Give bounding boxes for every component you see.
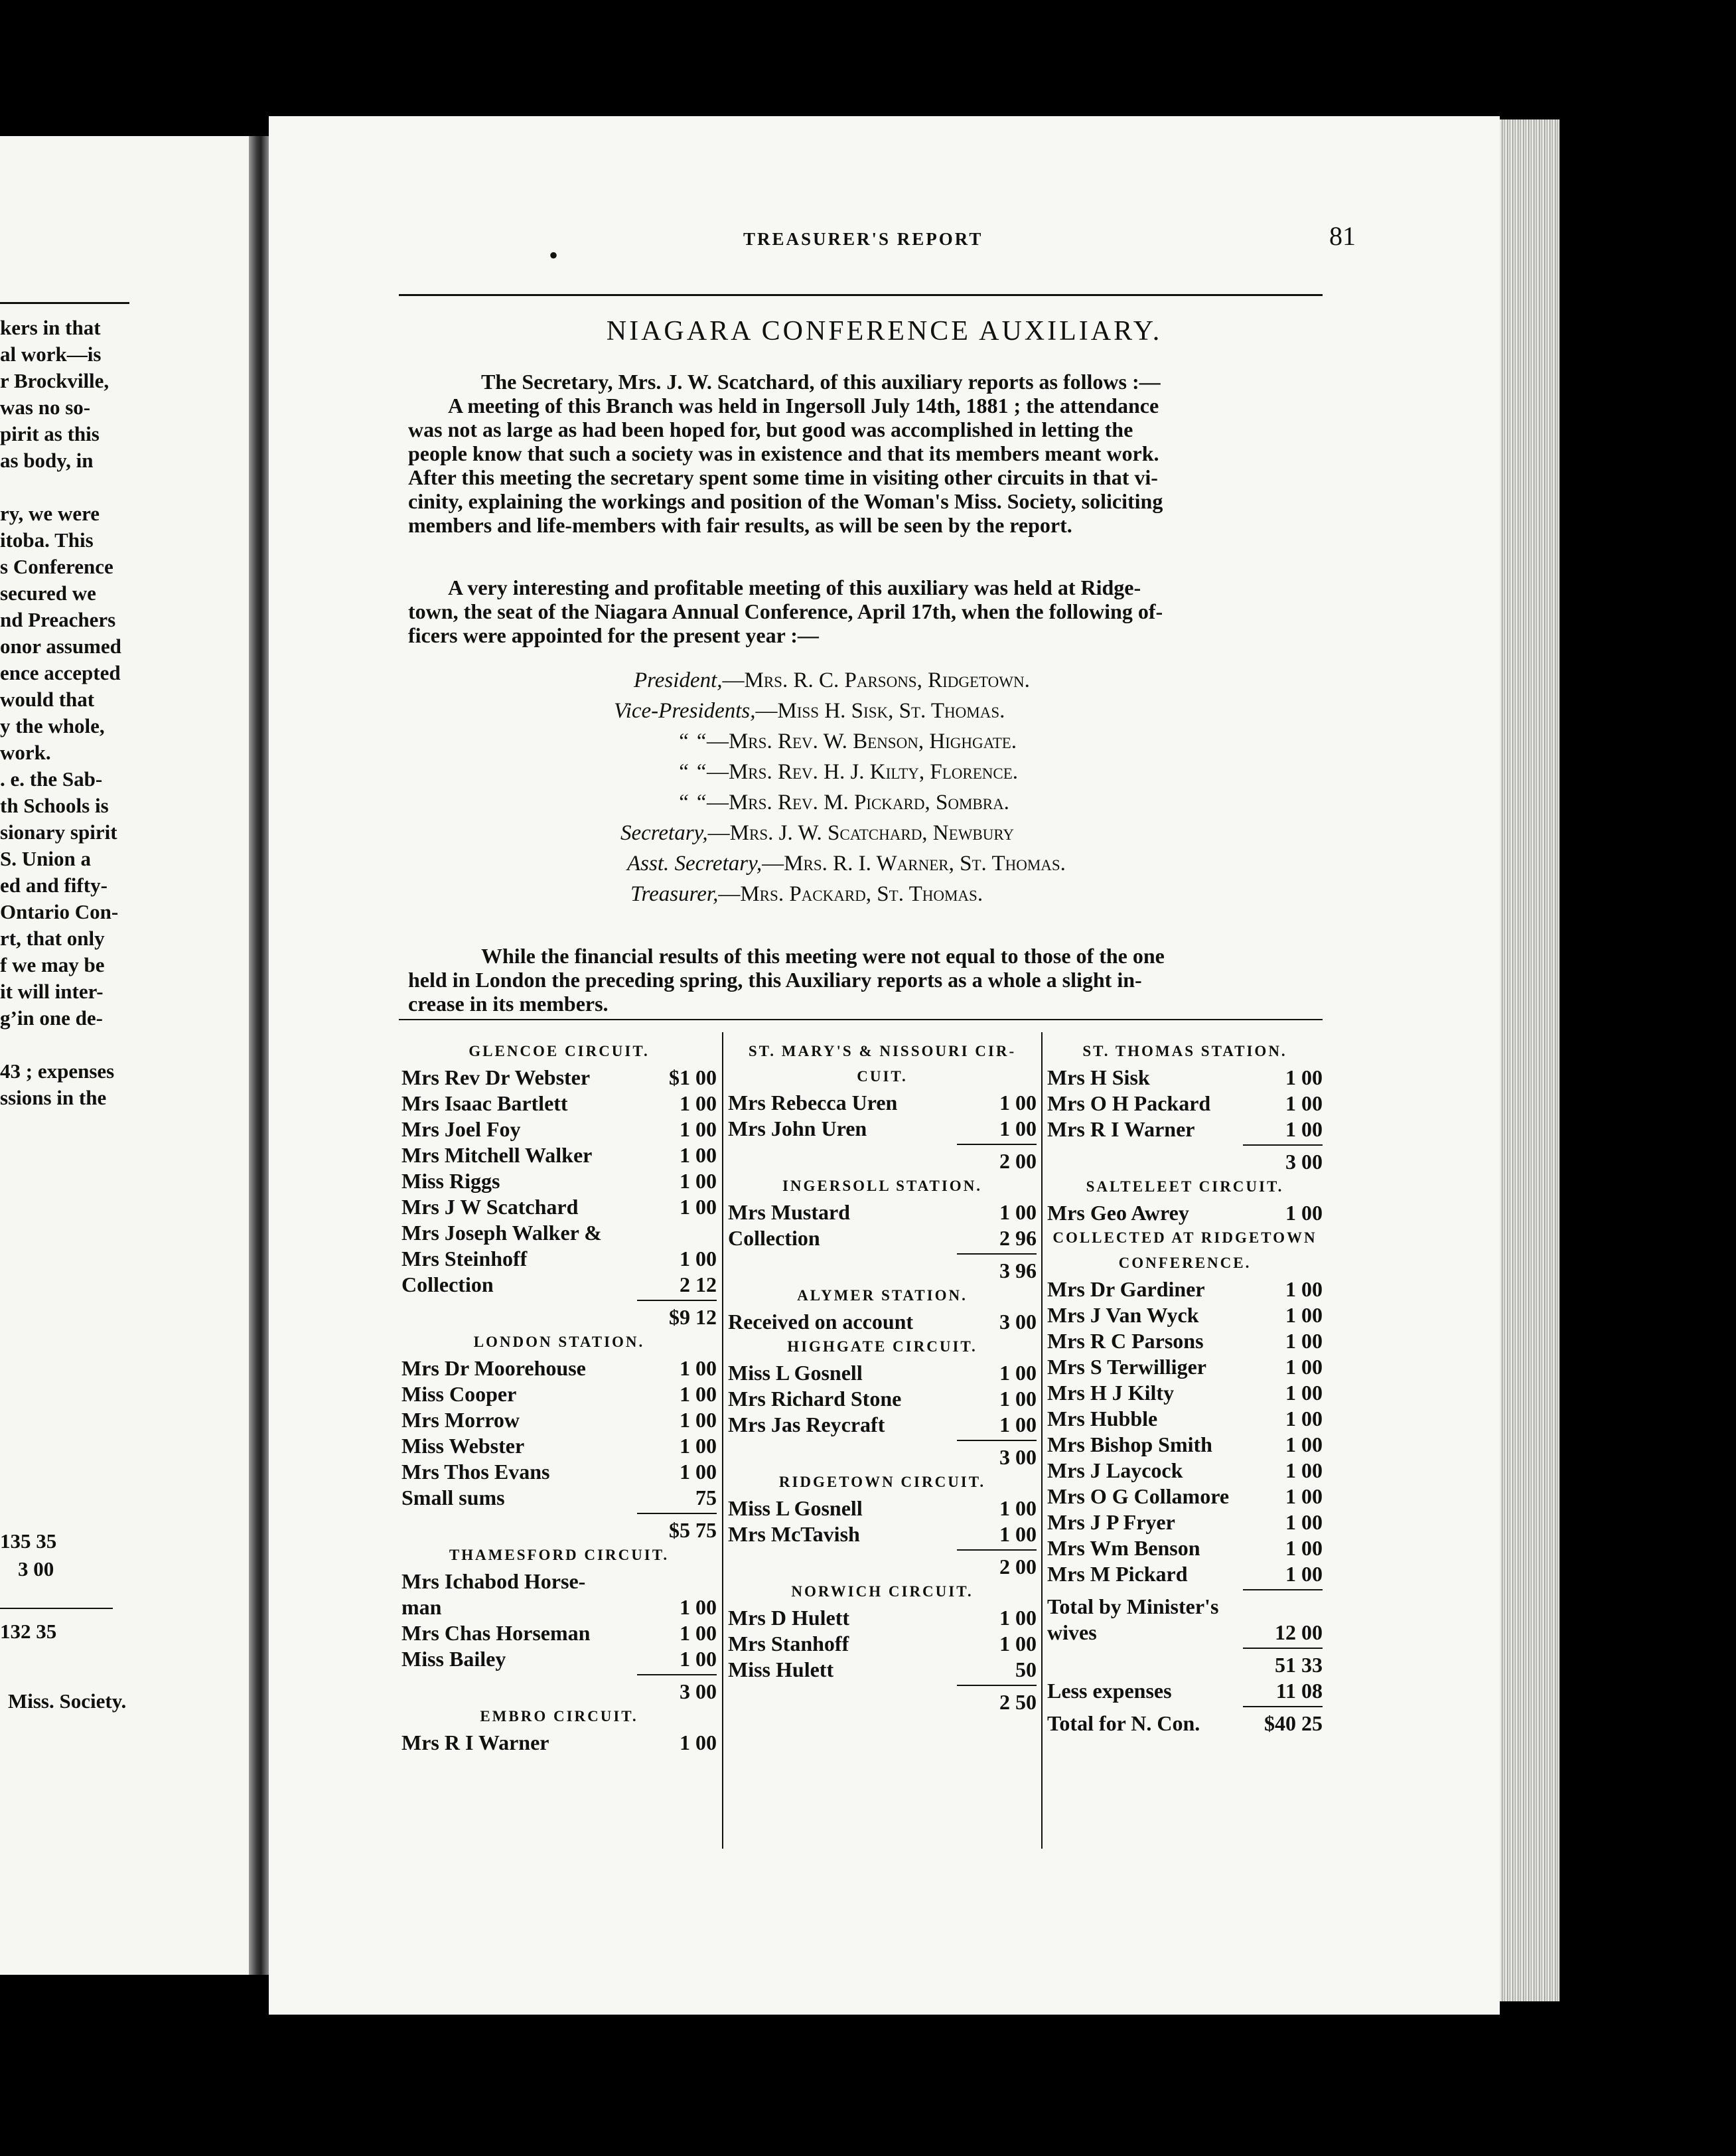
contributor-name: Mrs J P Fryer bbox=[1047, 1510, 1175, 1534]
circuit-heading: CUIT. bbox=[857, 1068, 908, 1085]
contributor-name: Mrs Hubble bbox=[1047, 1407, 1158, 1430]
left-page-line: 43 ; expenses bbox=[0, 1059, 115, 1083]
subtotal-rule bbox=[1243, 1144, 1323, 1146]
contributor-name: Mrs J Laycock bbox=[1047, 1458, 1183, 1482]
contributor-name: Mrs Dr Moorehouse bbox=[401, 1356, 586, 1380]
left-page-line: pirit as this bbox=[0, 422, 100, 445]
subtotal-rule bbox=[1243, 1706, 1323, 1707]
contribution-amount: 51 33 bbox=[1275, 1653, 1323, 1677]
contributor-name: Miss Webster bbox=[401, 1434, 525, 1458]
circuit-heading: INGERSOLL STATION. bbox=[782, 1178, 983, 1194]
contributor-name: Mrs Mustard bbox=[728, 1200, 850, 1224]
contributor-name: Mrs S Terwilliger bbox=[1047, 1355, 1206, 1379]
contributor-name: Collection bbox=[401, 1272, 494, 1296]
contribution-amount: 1 00 bbox=[1285, 1201, 1323, 1225]
officer-role: Asst. Secretary, bbox=[627, 852, 762, 876]
officer-row bbox=[620, 820, 1014, 846]
contribution-amount: $1 00 bbox=[669, 1065, 717, 1089]
officer-name: —Miss H. Sisk, St. Thomas. bbox=[755, 699, 1005, 723]
contribution-amount: 1 00 bbox=[680, 1091, 717, 1115]
table-top-rule bbox=[399, 1019, 1323, 1020]
contribution-amount: 1 00 bbox=[999, 1116, 1037, 1140]
contributor-name: Mrs R C Parsons bbox=[1047, 1329, 1204, 1353]
circuit-heading: RIDGETOWN CIRCUIT. bbox=[778, 1474, 986, 1490]
contribution-amount: 1 00 bbox=[999, 1361, 1037, 1385]
contribution-amount: 2 96 bbox=[999, 1226, 1037, 1250]
officer-name: —Mrs. Rev. M. Pickard, Sombra. bbox=[706, 791, 1009, 814]
contribution-amount: 75 bbox=[695, 1486, 717, 1509]
contribution-amount: 1 00 bbox=[680, 1247, 717, 1270]
officer-role: Secretary, bbox=[620, 821, 708, 845]
contribution-amount: 1 00 bbox=[999, 1606, 1037, 1630]
officer-row bbox=[677, 728, 1017, 755]
left-page-line: kers in that bbox=[0, 316, 101, 339]
subtotal-rule bbox=[957, 1685, 1037, 1686]
subtotal-rule bbox=[957, 1144, 1037, 1145]
contributor-name: Mrs Geo Awrey bbox=[1047, 1201, 1189, 1225]
contributor-name: wives bbox=[1047, 1620, 1097, 1644]
left-page-line: al work—is bbox=[0, 343, 102, 366]
contributor-name: Mrs Wm Benson bbox=[1047, 1536, 1200, 1560]
contributor-name: Total by Minister's bbox=[1047, 1594, 1219, 1618]
contributor-name: Mrs R I Warner bbox=[1047, 1117, 1195, 1141]
paragraph-line: cinity, explaining the workings and position of the Woman's Miss. Society, soliciting bbox=[408, 489, 1163, 513]
contributor-name: Mrs Richard Stone bbox=[728, 1387, 902, 1411]
officer-row bbox=[677, 759, 1018, 785]
contributor-name: Mrs O H Packard bbox=[1047, 1091, 1211, 1115]
left-page-line: ry, we were bbox=[0, 502, 100, 525]
contribution-amount: 12 00 bbox=[1275, 1620, 1323, 1644]
page-number: 81 bbox=[1329, 221, 1356, 251]
paragraph-line: A meeting of this Branch was held in Ingersoll July 14th, 1881 ; the attendance bbox=[448, 394, 1159, 418]
circuit-heading: ALYMER STATION. bbox=[797, 1287, 968, 1304]
contribution-amount: 1 00 bbox=[680, 1647, 717, 1671]
subtotal-rule bbox=[1243, 1589, 1323, 1590]
contributor-name: Mrs H J Kilty bbox=[1047, 1381, 1175, 1405]
officer-name: —Mrs. R. C. Parsons, Ridgetown. bbox=[722, 668, 1030, 692]
contribution-amount: 1 00 bbox=[1285, 1355, 1323, 1379]
officer-name: —Mrs. Rev. W. Benson, Highgate. bbox=[706, 730, 1017, 753]
contributor-name: Total for N. Con. bbox=[1047, 1711, 1200, 1735]
left-page-line: nd Preachers bbox=[0, 608, 116, 631]
contribution-amount: 1 00 bbox=[999, 1091, 1037, 1115]
officer-name: —Mrs. Packard, St. Thomas. bbox=[718, 882, 983, 906]
contributor-name: Mrs H Sisk bbox=[1047, 1065, 1150, 1089]
contributor-name: man bbox=[401, 1595, 442, 1619]
contribution-amount: 1 00 bbox=[999, 1496, 1037, 1520]
left-page-line: rt, that only bbox=[0, 927, 105, 950]
contribution-amount: 1 00 bbox=[1285, 1510, 1323, 1534]
left-figures-rule bbox=[0, 1608, 113, 1609]
left-figure-2: 3 00 bbox=[18, 1557, 54, 1580]
officer-name: —Mrs. R. I. Warner, St. Thomas. bbox=[762, 852, 1066, 876]
header-rule bbox=[399, 294, 1323, 296]
contribution-amount: 1 00 bbox=[1285, 1065, 1323, 1089]
subtotal-rule bbox=[957, 1253, 1037, 1255]
contribution-amount: 1 00 bbox=[1285, 1536, 1323, 1560]
left-page-line: g’in one de- bbox=[0, 1006, 103, 1030]
paragraph-line: members and life-members with fair results, as will be seen by the report. bbox=[408, 513, 1072, 537]
paragraph-line: held in London the preceding spring, this Auxiliary reports as a whole a slight in- bbox=[408, 968, 1142, 992]
officer-role: President, bbox=[634, 668, 723, 692]
left-page-line: would that bbox=[0, 688, 95, 711]
left-page-line: it will inter- bbox=[0, 980, 104, 1003]
contribution-amount: 3 00 bbox=[999, 1445, 1037, 1469]
contributor-name: Mrs Joel Foy bbox=[401, 1117, 521, 1141]
contribution-amount: 1 00 bbox=[1285, 1277, 1323, 1301]
contributor-name: Mrs Ichabod Horse- bbox=[401, 1569, 586, 1593]
officer-row bbox=[634, 667, 1030, 694]
contribution-amount: 1 00 bbox=[999, 1200, 1037, 1224]
contribution-amount: 1 00 bbox=[999, 1522, 1037, 1546]
officer-role: “ “ bbox=[677, 791, 707, 814]
contribution-amount: $9 12 bbox=[669, 1305, 717, 1329]
left-page-line: f we may be bbox=[0, 953, 105, 976]
contributor-name: Mrs McTavish bbox=[728, 1522, 860, 1546]
circuit-heading: LONDON STATION. bbox=[473, 1334, 645, 1350]
left-page-line: ed and fifty- bbox=[0, 874, 108, 897]
paragraph-line: was not as large as had been hoped for, but good was accomplished in letting the bbox=[408, 418, 1133, 441]
contributor-name: Mrs Rebecca Uren bbox=[728, 1091, 898, 1115]
contributor-name: Small sums bbox=[401, 1486, 505, 1509]
contributor-name: Mrs Thos Evans bbox=[401, 1460, 550, 1484]
left-figure-1: 135 35 bbox=[0, 1529, 57, 1553]
contribution-amount: 1 00 bbox=[1285, 1562, 1323, 1586]
contribution-amount: $5 75 bbox=[669, 1518, 717, 1542]
contributor-name: Mrs Isaac Bartlett bbox=[401, 1091, 568, 1115]
contribution-amount: 1 00 bbox=[1285, 1484, 1323, 1508]
contribution-amount: 11 08 bbox=[1275, 1679, 1323, 1703]
bullet-mark: • bbox=[549, 240, 559, 270]
left-page-line: work. bbox=[0, 741, 51, 764]
contributor-name: Mrs Joseph Walker & bbox=[401, 1221, 602, 1245]
left-page-line: r Brockville, bbox=[0, 369, 109, 392]
contributor-name: Collection bbox=[728, 1226, 820, 1250]
contribution-amount: 1 00 bbox=[1285, 1458, 1323, 1482]
contribution-amount: 1 00 bbox=[680, 1169, 717, 1193]
running-header: TREASURER'S REPORT bbox=[743, 229, 983, 249]
subtotal-rule bbox=[637, 1300, 717, 1301]
contribution-amount: 1 00 bbox=[680, 1460, 717, 1484]
left-top-rule bbox=[0, 302, 129, 304]
contribution-amount: 1 00 bbox=[680, 1117, 717, 1141]
contributor-name: Mrs Jas Reycraft bbox=[728, 1413, 885, 1436]
contributor-name: Mrs Rev Dr Webster bbox=[401, 1065, 591, 1089]
contribution-amount: 3 00 bbox=[1285, 1150, 1323, 1174]
paragraph-line: town, the seat of the Niagara Annual Conference, April 17th, when the following of- bbox=[408, 599, 1163, 623]
officer-name: —Mrs. J. W. Scatchard, Newbury bbox=[707, 821, 1015, 845]
contribution-amount: 1 00 bbox=[1285, 1117, 1323, 1141]
contribution-amount: 1 00 bbox=[680, 1382, 717, 1406]
paragraph-line: crease in its members. bbox=[408, 992, 609, 1016]
officer-role: “ “ bbox=[677, 730, 707, 753]
contribution-amount: 3 96 bbox=[999, 1259, 1037, 1282]
contributor-name: Mrs Stanhoff bbox=[728, 1632, 849, 1656]
circuit-heading: CONFERENCE. bbox=[1118, 1255, 1252, 1271]
left-page-line: sionary spirit bbox=[0, 820, 117, 844]
subtotal-rule bbox=[957, 1549, 1037, 1551]
contributor-name: Miss L Gosnell bbox=[728, 1361, 863, 1385]
contribution-amount: 1 00 bbox=[680, 1356, 717, 1380]
contribution-amount: 1 00 bbox=[680, 1408, 717, 1432]
contribution-amount: $40 25 bbox=[1264, 1711, 1323, 1735]
left-footer: Miss. Society. bbox=[8, 1689, 127, 1713]
contributor-name: Mrs John Uren bbox=[728, 1116, 867, 1140]
contribution-amount: 1 00 bbox=[1285, 1407, 1323, 1430]
left-page-line: th Schools is bbox=[0, 794, 109, 817]
circuit-heading: SALTELEET CIRCUIT. bbox=[1086, 1178, 1284, 1195]
contribution-amount: 1 00 bbox=[1285, 1091, 1323, 1115]
paragraph-line: A very interesting and profitable meeting of this auxiliary was held at Ridge- bbox=[448, 576, 1141, 599]
contribution-amount: 2 12 bbox=[680, 1272, 717, 1296]
contributor-name: Mrs Steinhoff bbox=[401, 1247, 528, 1270]
left-page-line: secured we bbox=[0, 581, 96, 605]
contribution-amount: 1 00 bbox=[680, 1143, 717, 1167]
contribution-amount: 1 00 bbox=[999, 1413, 1037, 1436]
left-page-line: s Conference bbox=[0, 555, 113, 578]
contributor-name: Mrs Bishop Smith bbox=[1047, 1432, 1212, 1456]
contribution-amount: 2 50 bbox=[999, 1690, 1037, 1714]
left-page-line: itoba. This bbox=[0, 528, 94, 552]
contributor-name: Miss Riggs bbox=[401, 1169, 500, 1193]
circuit-heading: GLENCOE CIRCUIT. bbox=[469, 1043, 650, 1059]
contribution-amount: 1 00 bbox=[999, 1632, 1037, 1656]
left-page-line: ence accepted bbox=[0, 661, 121, 684]
officer-row bbox=[677, 789, 1009, 816]
officer-row bbox=[627, 850, 1066, 877]
contribution-amount: 1 00 bbox=[680, 1595, 717, 1619]
column-divider-1 bbox=[722, 1032, 723, 1849]
section-title: NIAGARA CONFERENCE AUXILIARY. bbox=[606, 316, 1163, 346]
contributor-name: Mrs R I Warner bbox=[401, 1731, 549, 1754]
left-page-line: S. Union a bbox=[0, 847, 91, 870]
officer-row bbox=[630, 881, 983, 907]
contribution-amount: 1 00 bbox=[680, 1621, 717, 1645]
contributor-name: Miss L Gosnell bbox=[728, 1496, 863, 1520]
page-edges bbox=[1500, 119, 1559, 2001]
contributor-name: Miss Cooper bbox=[401, 1382, 517, 1406]
contributor-name: Miss Bailey bbox=[401, 1647, 506, 1671]
contributor-name: Mrs Chas Horseman bbox=[401, 1621, 591, 1645]
contributor-name: Received on account bbox=[728, 1310, 914, 1334]
contributor-name: Miss Hulett bbox=[728, 1657, 834, 1681]
paragraph-line: people know that such a society was in existence and that its members meant work. bbox=[408, 441, 1159, 465]
subtotal-rule bbox=[637, 1513, 717, 1514]
officer-name: —Mrs. Rev. H. J. Kilty, Florence. bbox=[706, 760, 1019, 784]
contribution-amount: 1 00 bbox=[680, 1731, 717, 1754]
left-page-line: ssions in the bbox=[0, 1086, 107, 1109]
contributor-name: Mrs D Hulett bbox=[728, 1606, 850, 1630]
officer-row bbox=[614, 698, 1005, 724]
circuit-heading: ST. THOMAS STATION. bbox=[1082, 1043, 1287, 1059]
officer-role: Vice-Presidents, bbox=[614, 699, 756, 723]
right-page bbox=[269, 116, 1500, 2015]
contributor-name: Mrs Mitchell Walker bbox=[401, 1143, 593, 1167]
contribution-amount: 50 bbox=[1015, 1657, 1037, 1681]
book-gutter bbox=[249, 136, 269, 1975]
contributor-name: Mrs O G Collamore bbox=[1047, 1484, 1230, 1508]
subtotal-rule bbox=[637, 1674, 717, 1675]
circuit-heading: ST. MARY'S & NISSOURI CIR- bbox=[748, 1043, 1017, 1059]
contribution-amount: 3 00 bbox=[999, 1310, 1037, 1334]
contributor-name: Mrs J W Scatchard bbox=[401, 1195, 579, 1219]
contributor-name: Less expenses bbox=[1047, 1679, 1172, 1703]
left-page-line: . e. the Sab- bbox=[0, 767, 103, 791]
paragraph-line: The Secretary, Mrs. J. W. Scatchard, of this auxiliary reports as follows :— bbox=[481, 370, 1161, 394]
contribution-amount: 1 00 bbox=[680, 1434, 717, 1458]
left-page-line: was no so- bbox=[0, 396, 91, 419]
left-page-line: onor assumed bbox=[0, 635, 121, 658]
contribution-amount: 1 00 bbox=[999, 1387, 1037, 1411]
contributor-name: Mrs Morrow bbox=[401, 1408, 520, 1432]
subtotal-rule bbox=[1243, 1648, 1323, 1649]
contribution-amount: 2 00 bbox=[999, 1555, 1037, 1579]
circuit-heading: THAMESFORD CIRCUIT. bbox=[449, 1547, 670, 1563]
officer-role: “ “ bbox=[677, 760, 707, 784]
contribution-amount: 2 00 bbox=[999, 1149, 1037, 1173]
circuit-heading: HIGHGATE CIRCUIT. bbox=[787, 1338, 977, 1355]
left-page-line: as body, in bbox=[0, 449, 94, 472]
contribution-amount: 1 00 bbox=[1285, 1381, 1323, 1405]
left-page bbox=[0, 136, 249, 1975]
contribution-amount: 1 00 bbox=[1285, 1432, 1323, 1456]
paragraph-line: After this meeting the secretary spent some time in visiting other circuits in that vi- bbox=[408, 465, 1158, 489]
subtotal-rule bbox=[957, 1440, 1037, 1441]
paragraph-line: ficers were appointed for the present year :— bbox=[408, 623, 819, 647]
paragraph-line: While the financial results of this meeting were not equal to those of the one bbox=[481, 944, 1165, 968]
left-page-line: y the whole, bbox=[0, 714, 105, 737]
contribution-amount: 1 00 bbox=[1285, 1303, 1323, 1327]
contributor-name: Mrs Dr Gardiner bbox=[1047, 1277, 1205, 1301]
contribution-amount: 3 00 bbox=[680, 1679, 717, 1703]
contribution-amount: 1 00 bbox=[1285, 1329, 1323, 1353]
contributor-name: Mrs J Van Wyck bbox=[1047, 1303, 1199, 1327]
officer-role: Treasurer, bbox=[630, 882, 719, 906]
circuit-heading: EMBRO CIRCUIT. bbox=[480, 1708, 638, 1725]
circuit-heading: COLLECTED AT RIDGETOWN bbox=[1052, 1229, 1317, 1246]
circuit-heading: NORWICH CIRCUIT. bbox=[791, 1583, 974, 1600]
contribution-amount: 1 00 bbox=[680, 1195, 717, 1219]
column-divider-2 bbox=[1041, 1032, 1043, 1849]
contributor-name: Mrs M Pickard bbox=[1047, 1562, 1188, 1586]
left-page-line: Ontario Con- bbox=[0, 900, 119, 923]
left-figure-3: 132 35 bbox=[0, 1620, 57, 1643]
